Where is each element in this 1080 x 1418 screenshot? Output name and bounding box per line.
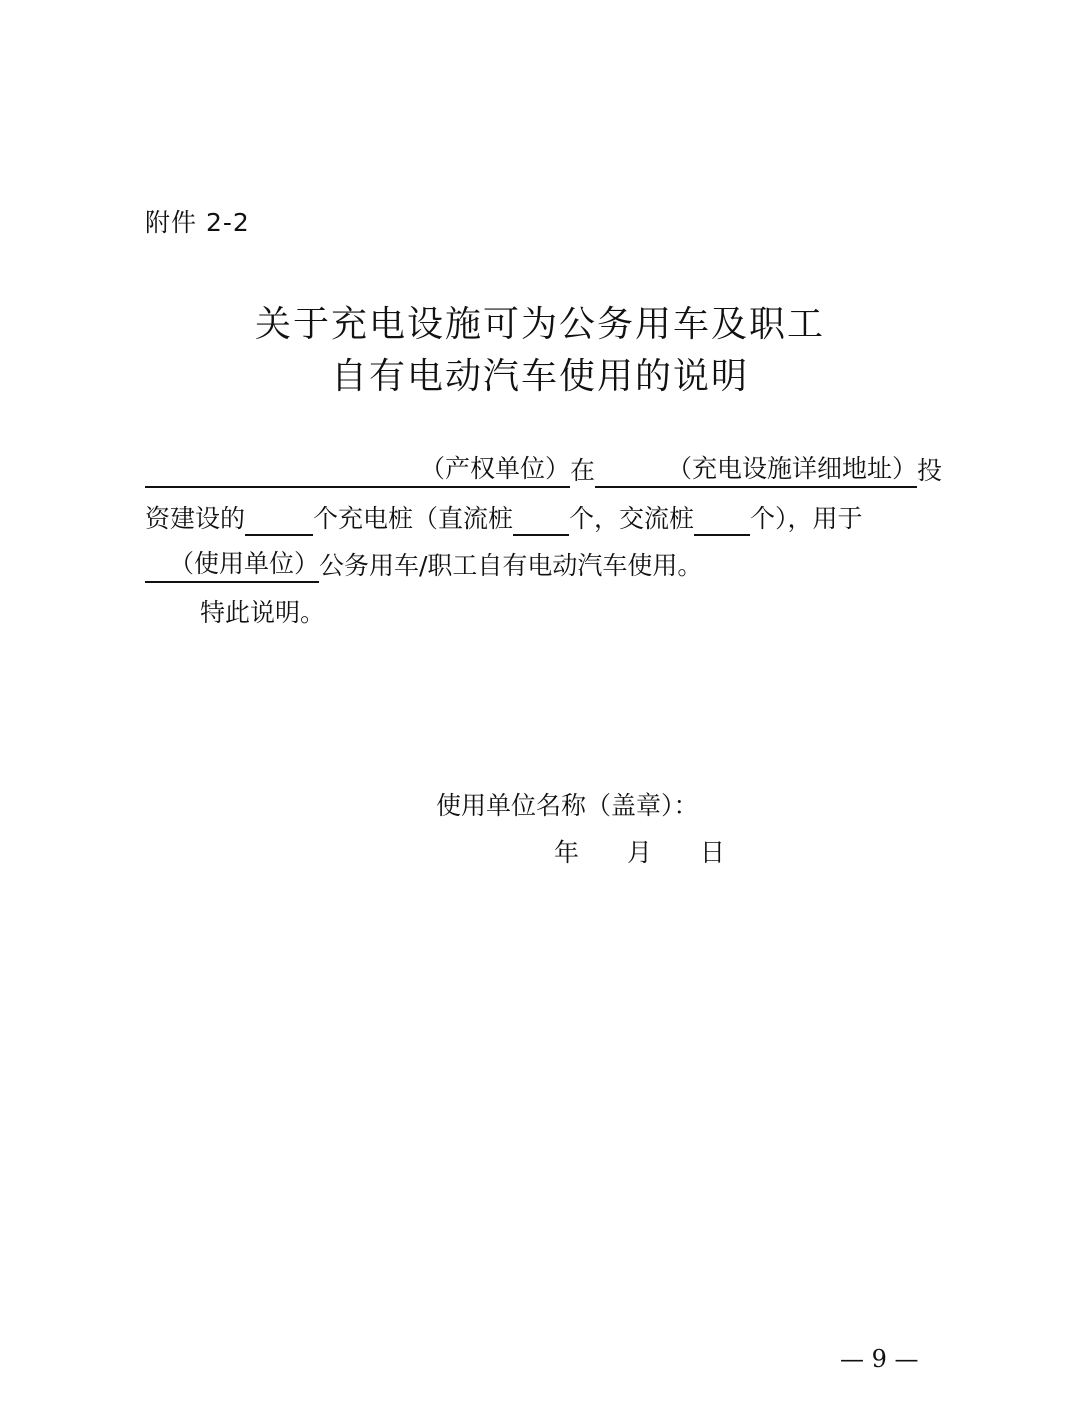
signature-label: 使用单位名称（盖章）： xyxy=(436,791,699,820)
document-title-line-1: 关于充电设施可为公务用车及职工 xyxy=(254,304,825,345)
user-blank[interactable] xyxy=(145,551,319,583)
dc-unit-text: 个，交流桩 xyxy=(569,504,695,533)
usage-text: 公务用车/职工自有电动汽车使用。 xyxy=(319,551,703,580)
invest-built-text: 资建设的 xyxy=(145,504,246,533)
ac-count-blank[interactable] xyxy=(694,504,750,536)
attachment-label: 附件 2-2 xyxy=(145,208,250,237)
paragraph-line-3 xyxy=(145,549,702,583)
ac-unit-text: 个），用于 xyxy=(750,504,863,533)
date-year: 年 xyxy=(554,838,580,867)
date-day: 日 xyxy=(700,838,726,867)
charger-count-blank[interactable] xyxy=(245,504,313,536)
paragraph-line-2 xyxy=(145,502,863,536)
dc-count-blank[interactable] xyxy=(513,504,569,536)
address-blank[interactable] xyxy=(595,456,917,488)
address-placeholder: （充电设施详细地址） xyxy=(667,454,918,483)
invest-text: 投 xyxy=(917,456,943,485)
document-title-line-2: 自有电动汽车使用的说明 xyxy=(330,356,749,397)
chargers-unit-text: 个充电桩（直流桩 xyxy=(313,504,514,533)
user-placeholder: （使用单位） xyxy=(168,549,319,578)
paragraph-line-1 xyxy=(145,454,942,488)
owner-placeholder: （产权单位） xyxy=(419,454,570,483)
page-number: — 9 — xyxy=(840,1345,919,1373)
owner-blank[interactable] xyxy=(145,456,570,488)
date-month: 月 xyxy=(627,838,653,867)
at-text: 在 xyxy=(570,456,596,485)
closing-text: 特此说明。 xyxy=(200,598,326,627)
